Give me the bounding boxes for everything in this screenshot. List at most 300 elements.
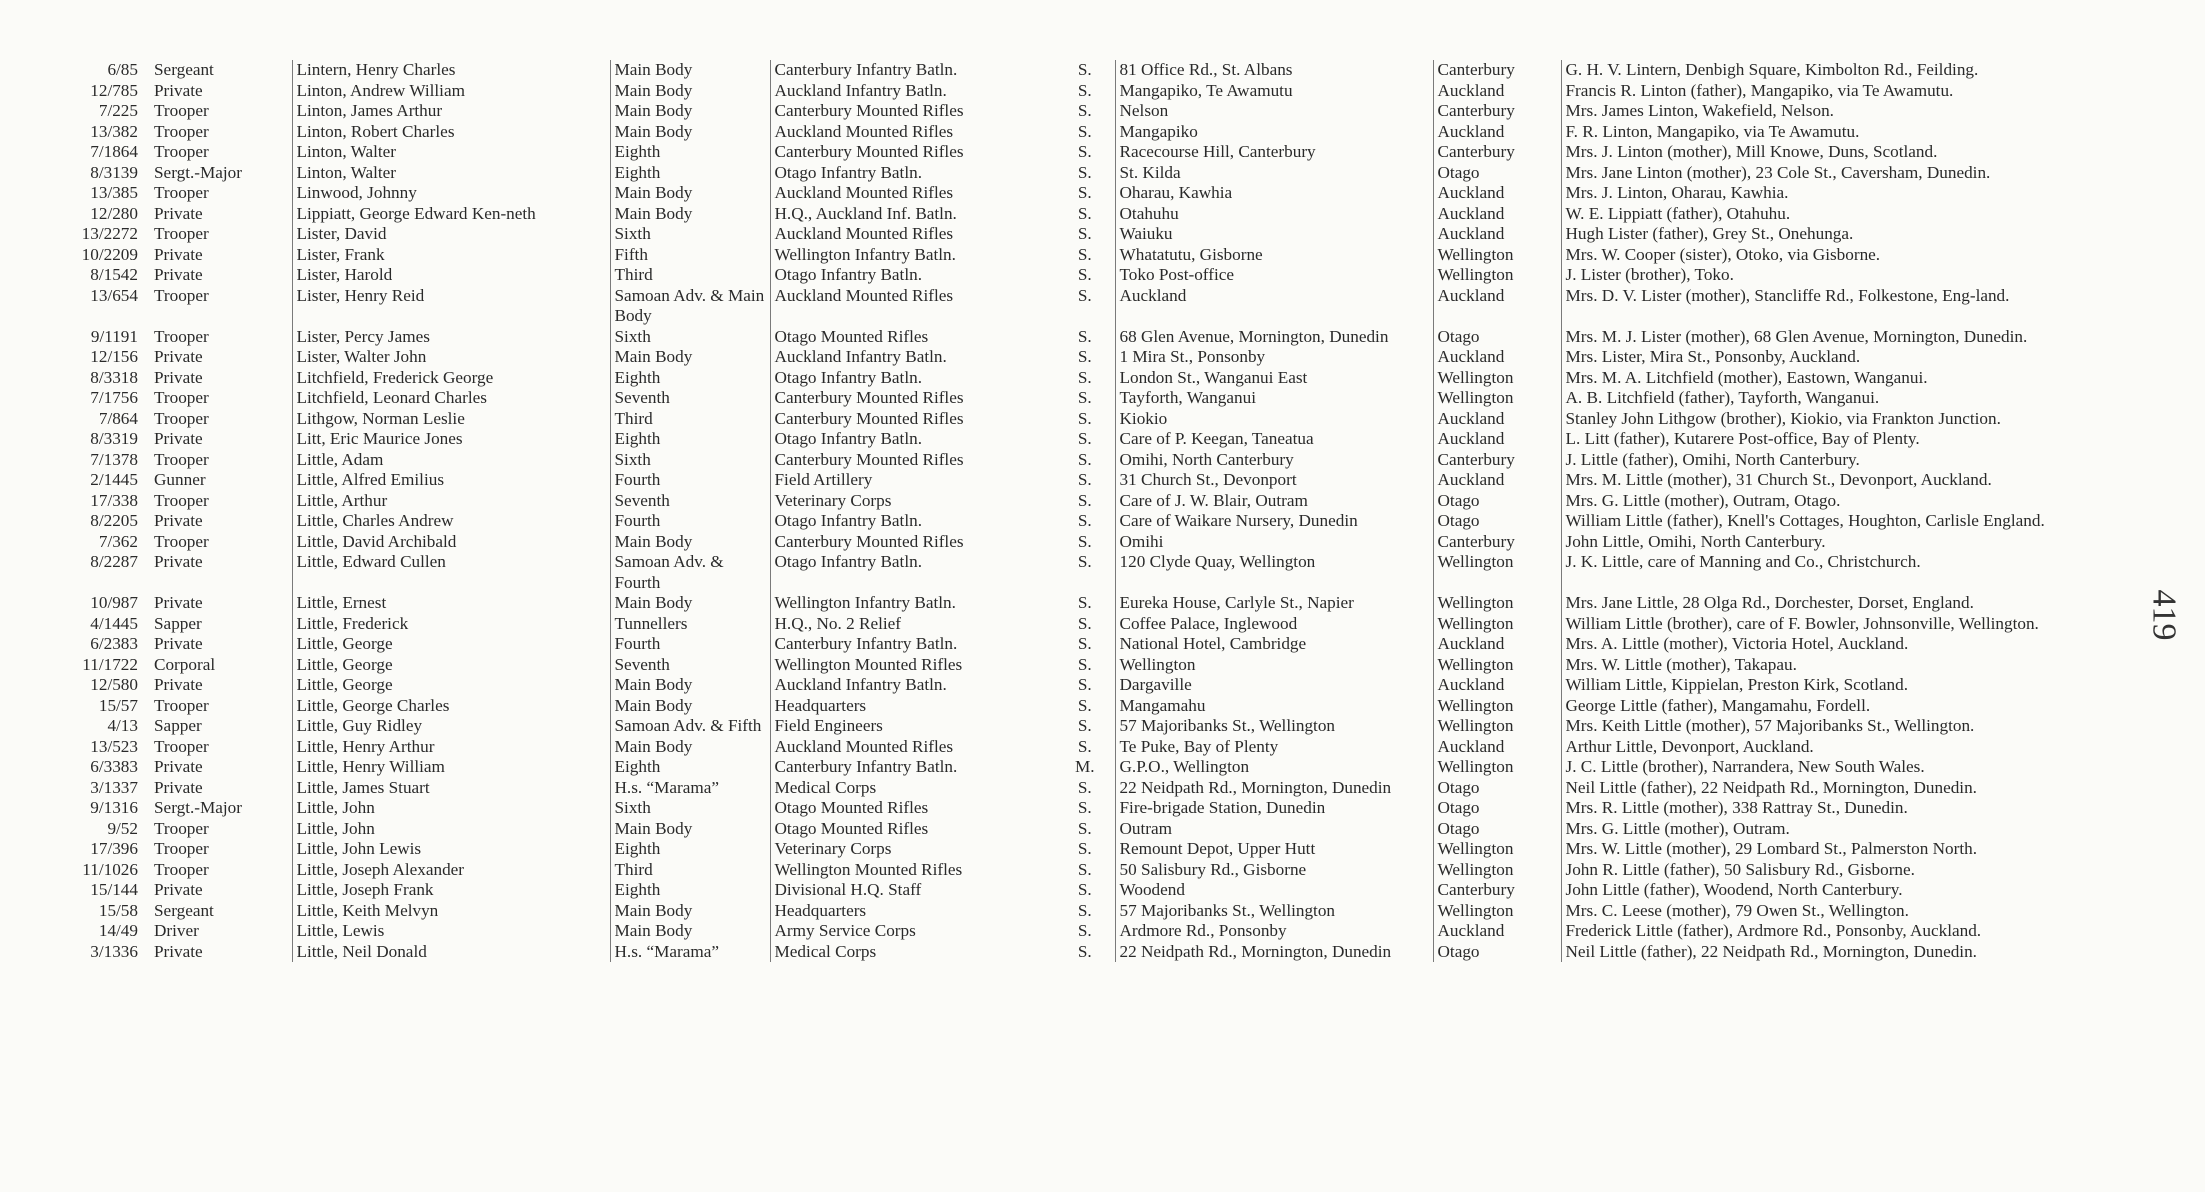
cell-no: 6/85: [107, 60, 138, 79]
cell-name: Litchfield, Frederick George: [292, 368, 610, 389]
cell-rank: Private: [154, 552, 203, 571]
cell-address: Care of P. Keegan, Taneatua: [1115, 429, 1433, 450]
cell-draft: Eighth: [610, 163, 770, 184]
cell-status: S.: [1077, 224, 1092, 243]
cell-no: 10/2209: [81, 244, 138, 264]
cell-address: 22 Neidpath Rd., Mornington, Dunedin: [1115, 778, 1433, 799]
cell-name: Little, Henry William: [292, 757, 610, 778]
cell-name: Little, Edward Cullen: [292, 552, 610, 593]
cell-rank: Private: [154, 347, 203, 366]
cell-draft: Main Body: [610, 696, 770, 717]
cell-district: Wellington: [1433, 265, 1561, 286]
roll-body: [58, 60, 2118, 962]
cell-unit: Otago Infantry Batln.: [770, 552, 1055, 593]
cell-draft: Main Body: [610, 921, 770, 942]
cell-rank: Trooper: [154, 183, 209, 202]
cell-no: 4/1445: [90, 613, 138, 633]
cell-status: S.: [1077, 921, 1092, 940]
cell-kin: William Little, Kippielan, Preston Kirk, Scotland.: [1561, 675, 2118, 696]
cell-draft: Sixth: [610, 327, 770, 348]
cell-unit: Otago Infantry Batln.: [770, 368, 1055, 389]
table-row: [58, 696, 2118, 717]
cell-district: Auckland: [1433, 470, 1561, 491]
table-row: [58, 224, 2118, 245]
cell-unit: Veterinary Corps: [770, 839, 1055, 860]
cell-rank: Private: [154, 367, 203, 387]
cell-draft: Main Body: [610, 819, 770, 840]
cell-rank: Trooper: [154, 839, 209, 858]
cell-name: Little, Arthur: [292, 491, 610, 512]
table-row: [58, 368, 2118, 389]
cell-kin: Mrs. D. V. Lister (mother), Stancliffe Rd., Folkestone, Eng-land.: [1561, 286, 2118, 327]
cell-name: Little, Joseph Alexander: [292, 860, 610, 881]
cell-status: S.: [1077, 449, 1092, 469]
table-row: [58, 60, 2118, 81]
cell-unit: Canterbury Mounted Rifles: [770, 532, 1055, 553]
nominal-roll-table: [58, 60, 2118, 962]
cell-rank: Trooper: [154, 818, 209, 838]
cell-status: S.: [1077, 818, 1092, 838]
cell-kin: Frederick Little (father), Ardmore Rd., Ponsonby, Auckland.: [1561, 921, 2118, 942]
cell-status: S.: [1077, 839, 1092, 858]
cell-no: 13/385: [90, 183, 138, 202]
cell-status: S.: [1077, 798, 1092, 817]
cell-status: S.: [1077, 347, 1092, 366]
cell-district: Wellington: [1433, 757, 1561, 778]
cell-draft: Eighth: [610, 757, 770, 778]
table-row: [58, 183, 2118, 204]
cell-no: 7/362: [98, 531, 138, 551]
cell-draft: Sixth: [610, 798, 770, 819]
cell-status: S.: [1077, 408, 1092, 428]
cell-status: S.: [1077, 695, 1092, 715]
cell-rank: Sergt.-Major: [154, 162, 242, 182]
cell-no: 12/580: [90, 675, 138, 694]
cell-district: Auckland: [1433, 81, 1561, 102]
cell-kin: John Little, Omihi, North Canterbury.: [1561, 532, 2118, 553]
cell-kin: William Little (father), Knell's Cottages, Houghton, Carlisle England.: [1561, 511, 2118, 532]
cell-kin: Arthur Little, Devonport, Auckland.: [1561, 737, 2118, 758]
table-row: [58, 409, 2118, 430]
cell-district: Auckland: [1433, 634, 1561, 655]
page-number: 419: [2145, 589, 2183, 641]
table-row: [58, 450, 2118, 471]
cell-unit: Canterbury Infantry Batln.: [770, 60, 1055, 81]
cell-no: 3/1337: [90, 777, 138, 797]
cell-unit: Veterinary Corps: [770, 491, 1055, 512]
cell-status: S.: [1077, 183, 1092, 202]
table-row: [58, 901, 2118, 922]
cell-status: S.: [1077, 429, 1092, 448]
cell-unit: H.Q., Auckland Inf. Batln.: [770, 204, 1055, 225]
table-row: [58, 388, 2118, 409]
cell-no: 14/49: [98, 921, 138, 940]
cell-address: 68 Glen Avenue, Mornington, Dunedin: [1115, 327, 1433, 348]
cell-name: Lister, David: [292, 224, 610, 245]
cell-address: Racecourse Hill, Canterbury: [1115, 142, 1433, 163]
cell-address: 50 Salisbury Rd., Gisborne: [1115, 860, 1433, 881]
cell-status: S.: [1077, 162, 1092, 182]
cell-unit: Headquarters: [770, 696, 1055, 717]
cell-district: Otago: [1433, 778, 1561, 799]
table-row: [58, 511, 2118, 532]
cell-rank: Private: [154, 593, 203, 612]
cell-district: Otago: [1433, 798, 1561, 819]
cell-name: Lister, Frank: [292, 245, 610, 266]
cell-address: Eureka House, Carlyle St., Napier: [1115, 593, 1433, 614]
cell-unit: Canterbury Mounted Rifles: [770, 450, 1055, 471]
cell-kin: J. Lister (brother), Toko.: [1561, 265, 2118, 286]
cell-no: 2/1445: [90, 470, 138, 489]
cell-status: S.: [1077, 613, 1092, 633]
cell-rank: Private: [154, 244, 203, 264]
cell-rank: Sergeant: [154, 60, 214, 79]
cell-address: Waiuku: [1115, 224, 1433, 245]
cell-name: Linton, Walter: [292, 163, 610, 184]
table-row: [58, 265, 2118, 286]
cell-district: Wellington: [1433, 696, 1561, 717]
cell-kin: Hugh Lister (father), Grey St., Onehunga.: [1561, 224, 2118, 245]
cell-kin: L. Litt (father), Kutarere Post-office, Bay of Plenty.: [1561, 429, 2118, 450]
cell-kin: J. Little (father), Omihi, North Canterbury.: [1561, 450, 2118, 471]
cell-name: Little, John Lewis: [292, 839, 610, 860]
cell-address: 120 Clyde Quay, Wellington: [1115, 552, 1433, 593]
cell-address: Oharau, Kawhia: [1115, 183, 1433, 204]
cell-draft: Third: [610, 409, 770, 430]
cell-address: Care of J. W. Blair, Outram: [1115, 491, 1433, 512]
cell-kin: Mrs. James Linton, Wakefield, Nelson.: [1561, 101, 2118, 122]
cell-rank: Private: [154, 80, 203, 100]
cell-status: S.: [1077, 654, 1092, 674]
cell-kin: Mrs. Lister, Mira St., Ponsonby, Auckland.: [1561, 347, 2118, 368]
cell-rank: Trooper: [154, 695, 209, 715]
cell-no: 9/52: [107, 818, 138, 838]
cell-draft: Samoan Adv. & Fourth: [610, 552, 770, 593]
cell-unit: Headquarters: [770, 901, 1055, 922]
cell-district: Wellington: [1433, 614, 1561, 635]
cell-unit: Auckland Mounted Rifles: [770, 286, 1055, 327]
cell-draft: Sixth: [610, 450, 770, 471]
table-row: [58, 921, 2118, 942]
table-row: [58, 122, 2118, 143]
table-row: [58, 552, 2118, 593]
cell-draft: Third: [610, 265, 770, 286]
cell-no: 7/1756: [90, 388, 138, 407]
cell-address: Wellington: [1115, 655, 1433, 676]
cell-kin: Mrs. J. Linton, Oharau, Kawhia.: [1561, 183, 2118, 204]
cell-draft: Main Body: [610, 532, 770, 553]
cell-name: Little, George: [292, 634, 610, 655]
cell-no: 13/523: [90, 736, 138, 756]
table-row: [58, 614, 2118, 635]
cell-name: Little, George: [292, 655, 610, 676]
cell-unit: Wellington Infantry Batln.: [770, 245, 1055, 266]
table-row: [58, 327, 2118, 348]
cell-address: Woodend: [1115, 880, 1433, 901]
cell-rank: Driver: [154, 921, 199, 940]
cell-address: Tayforth, Wanganui: [1115, 388, 1433, 409]
cell-no: 10/987: [90, 593, 138, 612]
cell-address: National Hotel, Cambridge: [1115, 634, 1433, 655]
cell-status: S.: [1077, 634, 1092, 653]
cell-kin: John Little (father), Woodend, North Canterbury.: [1561, 880, 2118, 901]
cell-rank: Trooper: [154, 736, 209, 756]
cell-status: S.: [1077, 244, 1092, 264]
table-row: [58, 429, 2118, 450]
cell-address: Dargaville: [1115, 675, 1433, 696]
cell-address: Otahuhu: [1115, 204, 1433, 225]
cell-address: Omihi: [1115, 532, 1433, 553]
cell-district: Otago: [1433, 511, 1561, 532]
cell-draft: Tunnellers: [610, 614, 770, 635]
cell-district: Auckland: [1433, 921, 1561, 942]
cell-draft: Eighth: [610, 368, 770, 389]
cell-kin: Mrs. Jane Little, 28 Olga Rd., Dorchester, Dorset, England.: [1561, 593, 2118, 614]
cell-rank: Trooper: [154, 224, 209, 243]
cell-no: 17/396: [90, 839, 138, 858]
cell-draft: Main Body: [610, 901, 770, 922]
cell-rank: Private: [154, 675, 203, 694]
cell-kin: Mrs. W. Little (mother), Takapau.: [1561, 655, 2118, 676]
cell-unit: Otago Infantry Batln.: [770, 163, 1055, 184]
cell-status: S.: [1077, 859, 1092, 879]
cell-kin: Neil Little (father), 22 Neidpath Rd., Mornington, Dunedin.: [1561, 942, 2118, 963]
cell-address: G.P.O., Wellington: [1115, 757, 1433, 778]
cell-no: 4/13: [107, 716, 138, 735]
cell-unit: Medical Corps: [770, 942, 1055, 963]
table-row: [58, 880, 2118, 901]
cell-no: 8/2287: [90, 552, 138, 571]
cell-no: 7/864: [98, 408, 138, 428]
cell-rank: Trooper: [154, 142, 209, 161]
cell-address: Nelson: [1115, 101, 1433, 122]
cell-name: Little, Joseph Frank: [292, 880, 610, 901]
cell-rank: Private: [154, 941, 203, 961]
cell-district: Canterbury: [1433, 60, 1561, 81]
cell-district: Auckland: [1433, 347, 1561, 368]
table-row: [58, 204, 2118, 225]
cell-district: Auckland: [1433, 122, 1561, 143]
cell-kin: Mrs. C. Leese (mother), 79 Owen St., Wellington.: [1561, 901, 2118, 922]
cell-status: S.: [1077, 941, 1092, 961]
cell-rank: Trooper: [154, 859, 209, 879]
cell-status: S.: [1077, 80, 1092, 100]
cell-unit: Auckland Mounted Rifles: [770, 737, 1055, 758]
cell-no: 7/1378: [90, 449, 138, 469]
cell-rank: Trooper: [154, 121, 209, 141]
cell-rank: Gunner: [154, 470, 206, 489]
cell-no: 12/156: [90, 347, 138, 366]
cell-status: S.: [1077, 511, 1092, 530]
cell-no: 6/3383: [90, 757, 138, 776]
cell-kin: Mrs. Keith Little (mother), 57 Majoribanks St., Wellington.: [1561, 716, 2118, 737]
cell-unit: Army Service Corps: [770, 921, 1055, 942]
cell-unit: Canterbury Mounted Rifles: [770, 409, 1055, 430]
cell-rank: Sapper: [154, 716, 202, 735]
cell-district: Wellington: [1433, 655, 1561, 676]
cell-draft: Main Body: [610, 593, 770, 614]
cell-name: Little, Adam: [292, 450, 610, 471]
cell-status: S.: [1077, 265, 1092, 284]
cell-name: Lithgow, Norman Leslie: [292, 409, 610, 430]
cell-draft: Fourth: [610, 634, 770, 655]
cell-name: Little, Neil Donald: [292, 942, 610, 963]
cell-unit: Canterbury Mounted Rifles: [770, 101, 1055, 122]
cell-name: Lintern, Henry Charles: [292, 60, 610, 81]
cell-address: Coffee Palace, Inglewood: [1115, 614, 1433, 635]
cell-kin: Mrs. J. Linton (mother), Mill Knowe, Duns, Scotland.: [1561, 142, 2118, 163]
cell-kin: Mrs. M. A. Litchfield (mother), Eastown, Wanganui.: [1561, 368, 2118, 389]
cell-address: 81 Office Rd., St. Albans: [1115, 60, 1433, 81]
table-row: [58, 470, 2118, 491]
cell-kin: A. B. Litchfield (father), Tayforth, Wanganui.: [1561, 388, 2118, 409]
cell-district: Otago: [1433, 491, 1561, 512]
cell-unit: Canterbury Infantry Batln.: [770, 757, 1055, 778]
cell-status: S.: [1077, 203, 1092, 223]
cell-unit: Otago Mounted Rifles: [770, 819, 1055, 840]
cell-district: Wellington: [1433, 593, 1561, 614]
cell-name: Lister, Walter John: [292, 347, 610, 368]
cell-status: S.: [1077, 326, 1092, 346]
cell-kin: Mrs. W. Cooper (sister), Otoko, via Gisborne.: [1561, 245, 2118, 266]
cell-district: Canterbury: [1433, 101, 1561, 122]
cell-draft: Main Body: [610, 60, 770, 81]
cell-name: Linton, Andrew William: [292, 81, 610, 102]
cell-unit: Otago Infantry Batln.: [770, 265, 1055, 286]
cell-address: Care of Waikare Nursery, Dunedin: [1115, 511, 1433, 532]
cell-draft: Main Body: [610, 347, 770, 368]
table-row: [58, 634, 2118, 655]
cell-district: Auckland: [1433, 183, 1561, 204]
cell-no: 8/3139: [90, 162, 138, 182]
cell-status: S.: [1077, 388, 1092, 407]
table-row: [58, 593, 2118, 614]
cell-no: 7/1864: [90, 142, 138, 161]
table-row: [58, 839, 2118, 860]
cell-rank: Trooper: [154, 449, 209, 469]
cell-rank: Trooper: [154, 326, 209, 346]
cell-kin: William Little (brother), care of F. Bowler, Johnsonville, Wellington.: [1561, 614, 2118, 635]
cell-unit: Auckland Mounted Rifles: [770, 122, 1055, 143]
cell-unit: Wellington Mounted Rifles: [770, 860, 1055, 881]
cell-unit: Divisional H.Q. Staff: [770, 880, 1055, 901]
cell-draft: Fourth: [610, 470, 770, 491]
cell-district: Auckland: [1433, 409, 1561, 430]
cell-district: Wellington: [1433, 860, 1561, 881]
cell-name: Little, Alfred Emilius: [292, 470, 610, 491]
cell-name: Little, Keith Melvyn: [292, 901, 610, 922]
cell-no: 12/280: [90, 203, 138, 223]
cell-name: Lister, Percy James: [292, 327, 610, 348]
cell-status: S.: [1077, 593, 1092, 612]
cell-draft: Main Body: [610, 737, 770, 758]
cell-name: Little, George: [292, 675, 610, 696]
cell-address: St. Kilda: [1115, 163, 1433, 184]
cell-rank: Private: [154, 429, 203, 448]
cell-unit: Auckland Infantry Batln.: [770, 675, 1055, 696]
cell-rank: Private: [154, 203, 203, 223]
cell-no: 7/225: [98, 101, 138, 120]
cell-unit: Canterbury Mounted Rifles: [770, 142, 1055, 163]
cell-address: London St., Wanganui East: [1115, 368, 1433, 389]
cell-status: S.: [1077, 552, 1092, 571]
table-row: [58, 655, 2118, 676]
cell-kin: Mrs. W. Little (mother), 29 Lombard St., Palmerston North.: [1561, 839, 2118, 860]
cell-name: Linton, James Arthur: [292, 101, 610, 122]
cell-draft: Fourth: [610, 511, 770, 532]
cell-no: 8/1542: [90, 265, 138, 284]
cell-no: 12/785: [90, 80, 138, 100]
table-row: [58, 675, 2118, 696]
cell-draft: Seventh: [610, 491, 770, 512]
cell-district: Wellington: [1433, 388, 1561, 409]
table-row: [58, 491, 2118, 512]
cell-rank: Private: [154, 880, 203, 899]
cell-district: Canterbury: [1433, 142, 1561, 163]
table-row: [58, 819, 2118, 840]
cell-name: Little, Guy Ridley: [292, 716, 610, 737]
cell-rank: Trooper: [154, 285, 209, 305]
cell-kin: W. E. Lippiatt (father), Otahuhu.: [1561, 204, 2118, 225]
cell-unit: H.Q., No. 2 Relief: [770, 614, 1055, 635]
cell-no: 13/382: [90, 121, 138, 141]
cell-kin: Mrs. G. Little (mother), Outram, Otago.: [1561, 491, 2118, 512]
cell-address: Kiokio: [1115, 409, 1433, 430]
cell-district: Auckland: [1433, 224, 1561, 245]
cell-status: S.: [1077, 716, 1092, 735]
cell-draft: Third: [610, 860, 770, 881]
table-row: [58, 163, 2118, 184]
cell-address: Omihi, North Canterbury: [1115, 450, 1433, 471]
cell-rank: Trooper: [154, 531, 209, 551]
cell-district: Otago: [1433, 163, 1561, 184]
cell-draft: Main Body: [610, 122, 770, 143]
cell-unit: Canterbury Infantry Batln.: [770, 634, 1055, 655]
cell-name: Little, Frederick: [292, 614, 610, 635]
cell-address: 31 Church St., Devonport: [1115, 470, 1433, 491]
cell-address: Toko Post-office: [1115, 265, 1433, 286]
cell-draft: Eighth: [610, 880, 770, 901]
cell-district: Canterbury: [1433, 450, 1561, 471]
cell-rank: Corporal: [154, 654, 216, 674]
table-row: [58, 286, 2118, 327]
cell-address: Mangamahu: [1115, 696, 1433, 717]
cell-unit: Field Artillery: [770, 470, 1055, 491]
cell-rank: Private: [154, 265, 203, 284]
cell-unit: Wellington Infantry Batln.: [770, 593, 1055, 614]
cell-kin: Mrs. Jane Linton (mother), 23 Cole St., Caversham, Dunedin.: [1561, 163, 2118, 184]
cell-no: 13/2272: [81, 224, 138, 243]
cell-no: 9/1191: [90, 326, 138, 346]
cell-unit: Canterbury Mounted Rifles: [770, 388, 1055, 409]
cell-rank: Private: [154, 777, 203, 797]
cell-status: S.: [1077, 285, 1092, 305]
cell-kin: George Little (father), Mangamahu, Fordell.: [1561, 696, 2118, 717]
cell-name: Little, Ernest: [292, 593, 610, 614]
cell-name: Litchfield, Leonard Charles: [292, 388, 610, 409]
cell-address: Outram: [1115, 819, 1433, 840]
cell-address: Fire-brigade Station, Dunedin: [1115, 798, 1433, 819]
table-row: [58, 101, 2118, 122]
cell-draft: Main Body: [610, 204, 770, 225]
cell-unit: Auckland Mounted Rifles: [770, 183, 1055, 204]
cell-status: S.: [1077, 470, 1092, 489]
cell-district: Otago: [1433, 819, 1561, 840]
cell-address: Mangapiko: [1115, 122, 1433, 143]
cell-unit: Otago Infantry Batln.: [770, 429, 1055, 450]
cell-draft: H.s. “Marama”: [610, 942, 770, 963]
cell-address: Mangapiko, Te Awamutu: [1115, 81, 1433, 102]
